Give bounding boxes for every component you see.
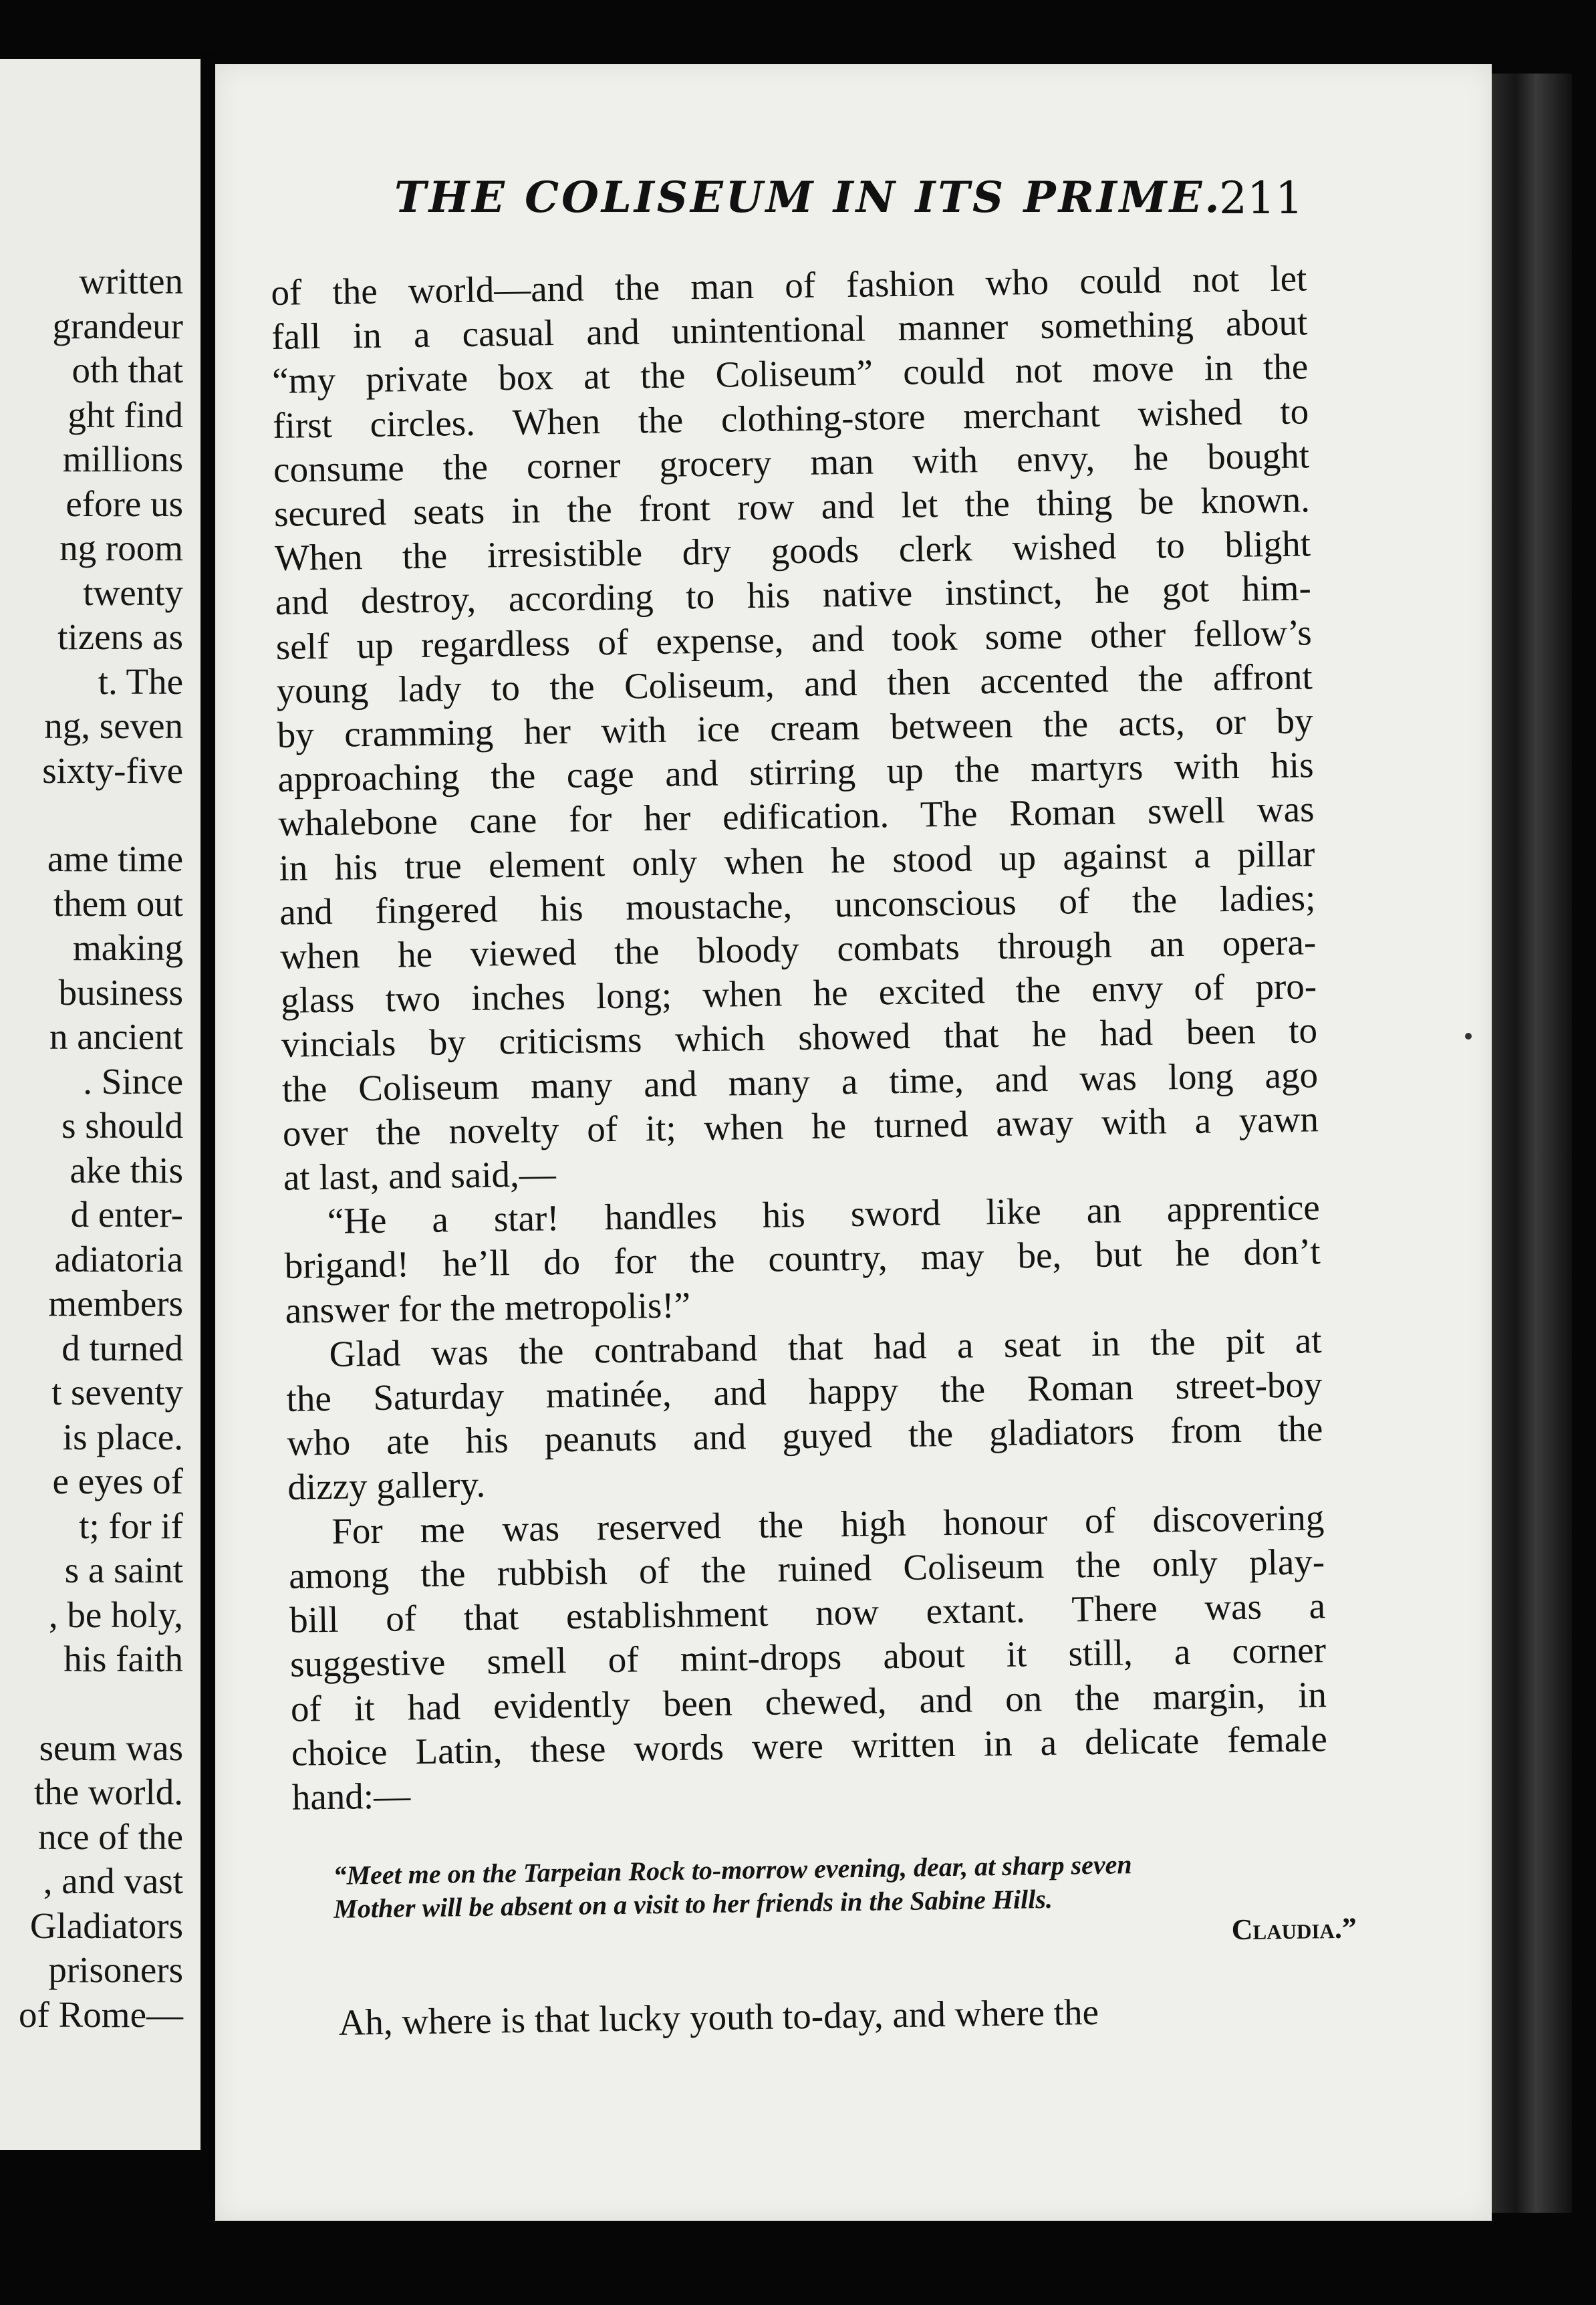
- text-line: among the rubbish of the ruined Coliseum the only play-: [288, 1541, 1325, 1596]
- left-line: seum was: [39, 1727, 183, 1768]
- text-line: answer for the metropolis!”: [285, 1284, 691, 1331]
- text-line: For me was reserved the high honour of discovering: [331, 1496, 1325, 1552]
- left-line: written: [79, 261, 183, 301]
- left-line: d enter-: [70, 1194, 183, 1235]
- text-line: by cramming her with ice cream between the acts, or by: [277, 700, 1313, 755]
- text-line: Glad was the contraband that had a seat in the pit at: [329, 1320, 1322, 1374]
- page-number: 211: [1219, 172, 1303, 224]
- left-line: d turned: [61, 1327, 183, 1368]
- left-line: Gladiators: [29, 1905, 183, 1946]
- paragraph: [285, 1318, 1364, 1509]
- left-line-gap: [19, 1682, 183, 1726]
- text-line: who ate his peanuts and guyed the gladiators from the: [287, 1408, 1323, 1464]
- left-line: twenty: [83, 572, 183, 613]
- text-line: “my private box at the Coliseum” could not move in the: [271, 346, 1309, 402]
- text-line: the Saturday matinée, and happy the Roman street-boy: [286, 1364, 1323, 1419]
- text-line: first circles. When the clothing-store merchant wished to: [272, 390, 1309, 446]
- text-line: young lady to the Coliseum, and then accented the affront: [276, 656, 1313, 711]
- left-line: , and vast: [43, 1860, 183, 1901]
- playbill-quote: [293, 1844, 1377, 1960]
- left-line: millions: [62, 439, 183, 479]
- paragraph: [271, 256, 1359, 1201]
- page-header: [394, 172, 1323, 233]
- text-line: suggestive smell of mint-drops about it still, a corner: [289, 1629, 1327, 1685]
- text-line: over the novelty of it; when he turned away with a yawn: [282, 1098, 1319, 1154]
- running-title: THE COLISEUM IN ITS PRIME.: [394, 172, 1222, 223]
- left-line: oth that: [72, 350, 183, 390]
- left-line: adiatoria: [54, 1238, 183, 1280]
- left-line: sixty-five: [42, 749, 183, 791]
- left-line: efore us: [65, 483, 183, 524]
- book-gutter: [201, 53, 215, 2199]
- body-text: [271, 256, 1371, 2046]
- paragraph: [288, 1495, 1368, 1820]
- text-line: of it had evidently been chewed, and on the margin, in: [290, 1673, 1327, 1729]
- left-line: making: [73, 927, 183, 968]
- left-line: s a saint: [64, 1550, 183, 1590]
- left-line: , be holy,: [48, 1594, 183, 1635]
- paragraph: [283, 1185, 1361, 1333]
- text-line: of the world—and the man of fashion who could not let: [271, 257, 1307, 313]
- page-edge: [1492, 74, 1572, 2213]
- text-line: the Coliseum many and many a time, and was long ago: [281, 1054, 1319, 1110]
- left-line: ng, seven: [44, 705, 183, 746]
- left-page-lines: [19, 259, 183, 2037]
- left-line: is place.: [62, 1416, 183, 1457]
- left-line: s should: [61, 1105, 183, 1146]
- text-line: self up regardless of expense, and took some other fellow’s: [275, 611, 1313, 667]
- left-line: ame time: [47, 838, 183, 879]
- text-line: consume the corner grocery man with envy, he bought: [273, 435, 1310, 490]
- left-line: the world.: [33, 1772, 183, 1812]
- ink-speck: [1465, 1033, 1472, 1040]
- text-line: when he viewed the bloody combats through an opera-: [279, 921, 1317, 977]
- text-line: brigand! he’ll do for the country, may be, but he don’t: [284, 1231, 1321, 1287]
- text-line: fall in a casual and unintentional manner something about: [271, 301, 1308, 358]
- text-line: “He a star! handles his sword like an apprentice: [327, 1187, 1321, 1242]
- text-line: and fingered his moustache, unconscious of the ladies;: [279, 877, 1316, 933]
- text-line: bill of that establishment now extant. There was a: [289, 1585, 1326, 1641]
- text-line: secured seats in the front row and let the thing be known.: [273, 479, 1311, 534]
- left-line: his faith: [63, 1639, 183, 1679]
- left-line: . Since: [83, 1060, 183, 1102]
- text-line: Ah, where is that lucky youth to-day, and where the: [338, 1991, 1099, 2043]
- left-line: t; for if: [79, 1505, 183, 1546]
- left-line: of Rome—: [19, 1993, 183, 2035]
- text-line: approaching the cage and stirring up the martyrs with his: [277, 744, 1314, 800]
- text-line: in his true element only when he stood up against a pillar: [279, 832, 1315, 888]
- quote-line: “Meet me on the Tarpeian Rock to-morrow evening, dear, at sharp seven: [333, 1849, 1132, 1891]
- left-line: tizens as: [57, 616, 183, 657]
- text-line: hand:—: [291, 1775, 411, 1818]
- left-line-gap: [19, 793, 183, 837]
- left-line: them out: [53, 882, 183, 924]
- text-line: whalebone cane for her edification. The Roman swell was: [278, 788, 1315, 844]
- left-line: grandeur: [52, 305, 183, 346]
- left-line: nce of the: [38, 1816, 183, 1857]
- left-line: ght find: [68, 394, 183, 435]
- text-line: When the irresistible dry goods clerk wished to blight: [274, 523, 1311, 579]
- left-line: n ancient: [49, 1016, 183, 1057]
- left-line: t. The: [98, 660, 183, 702]
- left-line: ake this: [70, 1149, 183, 1191]
- left-line: e eyes of: [52, 1461, 183, 1501]
- text-line: glass two inches long; when he excited the envy of pro-: [280, 965, 1317, 1021]
- left-line: business: [58, 971, 183, 1013]
- left-line: prisoners: [48, 1949, 183, 1990]
- text-line: and destroy, according to his native instinct, he got him-: [275, 567, 1312, 623]
- left-line: members: [48, 1283, 183, 1324]
- left-line: t seventy: [51, 1372, 183, 1413]
- text-line: at last, and said,—: [283, 1153, 557, 1198]
- text-line: dizzy gallery.: [287, 1464, 486, 1508]
- text-line: choice Latin, these words were written in a delicate female: [291, 1717, 1328, 1774]
- text-line: vincials by criticisms which showed that he had been to: [281, 1009, 1318, 1066]
- left-page-fragment: [0, 59, 201, 2150]
- left-line: ng room: [59, 527, 183, 568]
- quote-signature: Claudia.”: [1231, 1911, 1357, 1947]
- quote-line: Mother will be absent on a visit to her friends in the Sabine Hills.: [333, 1884, 1053, 1925]
